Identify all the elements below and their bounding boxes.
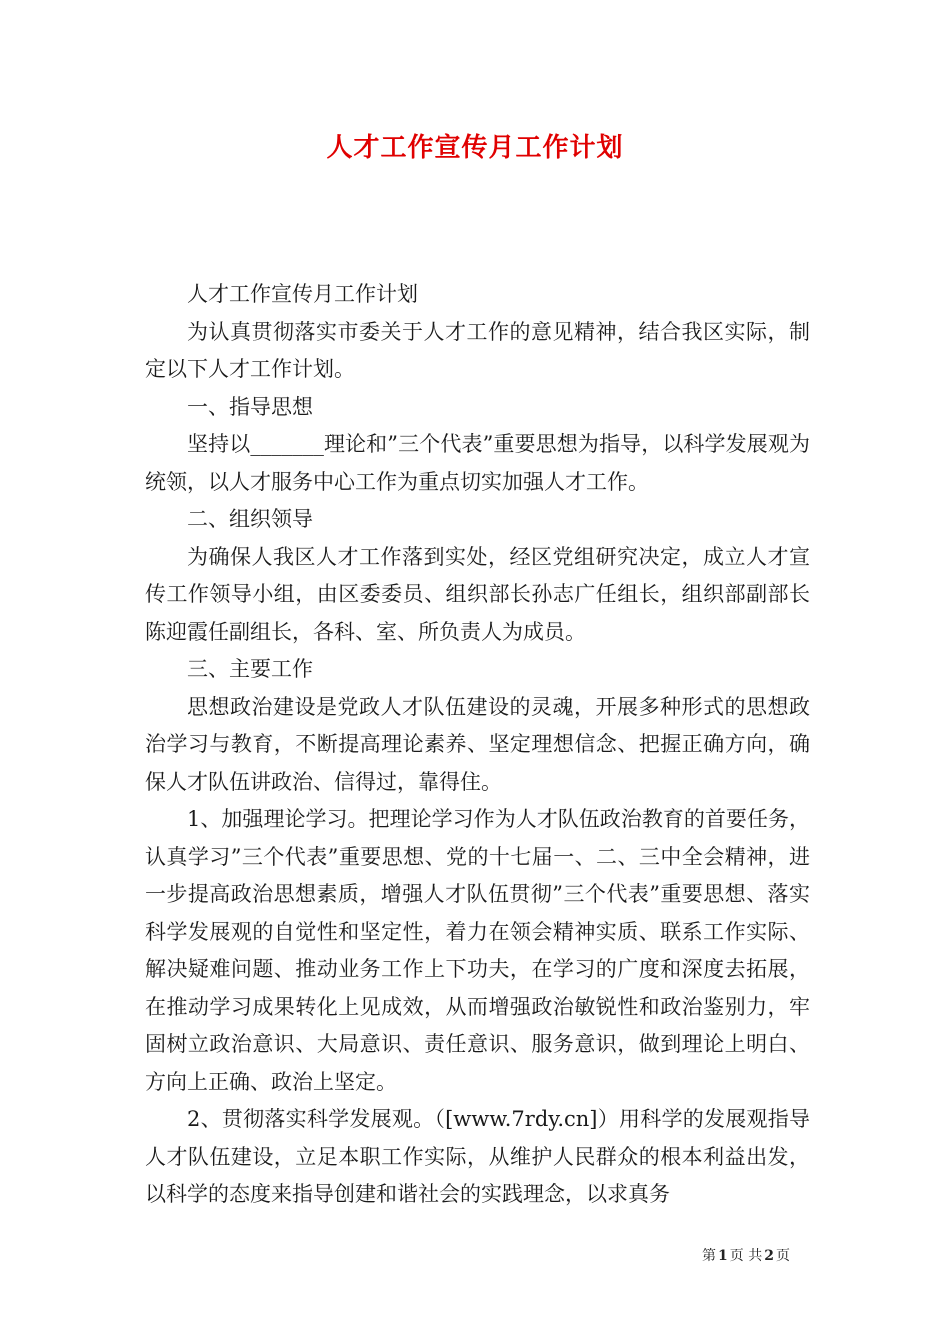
total-pages-number: 2 xyxy=(764,1248,774,1264)
paragraph-theory-study: 1、加强理论学习。把理论学习作为人才队伍政治教育的首要任务，认真学习”三个代表”重要思想、党的十七届一、二、三中全会精神，进一步提高政治思想素质，增强人才队伍贯彻”三个代表”重要思想、落实科学发展观的自觉性和坚定性，着力在领会精神实质、联系工作实际、解决疑难问题、推动业务工作上下功夫，在学习的广度和深度去拓展，在推动学习成果转化上见成效，从而增强政治敏锐性和政治鉴别力，牢固树立政治意识、大局意识、责任意识、服务意识，做到理论上明白、方向上正确、政治上坚定。 xyxy=(145,807,810,1094)
paragraph-scientific-development: 2、贯彻落实科学发展观。（[www.7rdy.cn]）用科学的发展观指导人才队伍建设，立足本职工作实际，从维护人民群众的根本利益出发，以科学的态度来指导创建和谐社会的实践理念，以求真务 xyxy=(145,1107,810,1206)
current-page-number: 1 xyxy=(718,1248,728,1264)
section-heading-main-work: 三、主要工作 xyxy=(187,657,313,681)
page-footer xyxy=(702,1246,790,1266)
footer-middle: 页 共 xyxy=(729,1248,763,1264)
footer-prefix: 第 xyxy=(702,1248,716,1264)
page-title: 人才工作宣传月工作计划 xyxy=(326,133,624,163)
paragraph-main-work: 思想政治建设是党政人才队伍建设的灵魂，开展多种形式的思想政治学习与教育，不断提高理论素养、坚定理想信念、把握正确方向，确保人才队伍讲政治、信得过，靠得住。 xyxy=(145,694,810,794)
paragraph-organization: 为确保人我区人才工作落到实处，经区党组研究决定，成立人才宣传工作领导小组，由区委委员、组织部长孙志广任组长，组织部副部长陈迎霞任副组长，各科、室、所负责人为成员。 xyxy=(145,544,810,644)
section-heading-organization: 二、组织领导 xyxy=(187,507,313,531)
paragraph-intro: 为认真贯彻落实市委关于人才工作的意见精神，结合我区实际，制定以下人才工作计划。 xyxy=(145,319,810,381)
section-heading-guiding-ideology: 一、指导思想 xyxy=(187,394,313,419)
footer-suffix: 页 xyxy=(775,1248,790,1264)
document-body xyxy=(145,276,810,1214)
paragraph-guiding-ideology: 坚持以_______理论和”三个代表”重要思想为指导，以科学发展观为统领，以人才服务中心工作为重点切实加强人才工作。 xyxy=(145,432,810,494)
paragraph-heading: 人才工作宣传月工作计划 xyxy=(187,282,418,306)
